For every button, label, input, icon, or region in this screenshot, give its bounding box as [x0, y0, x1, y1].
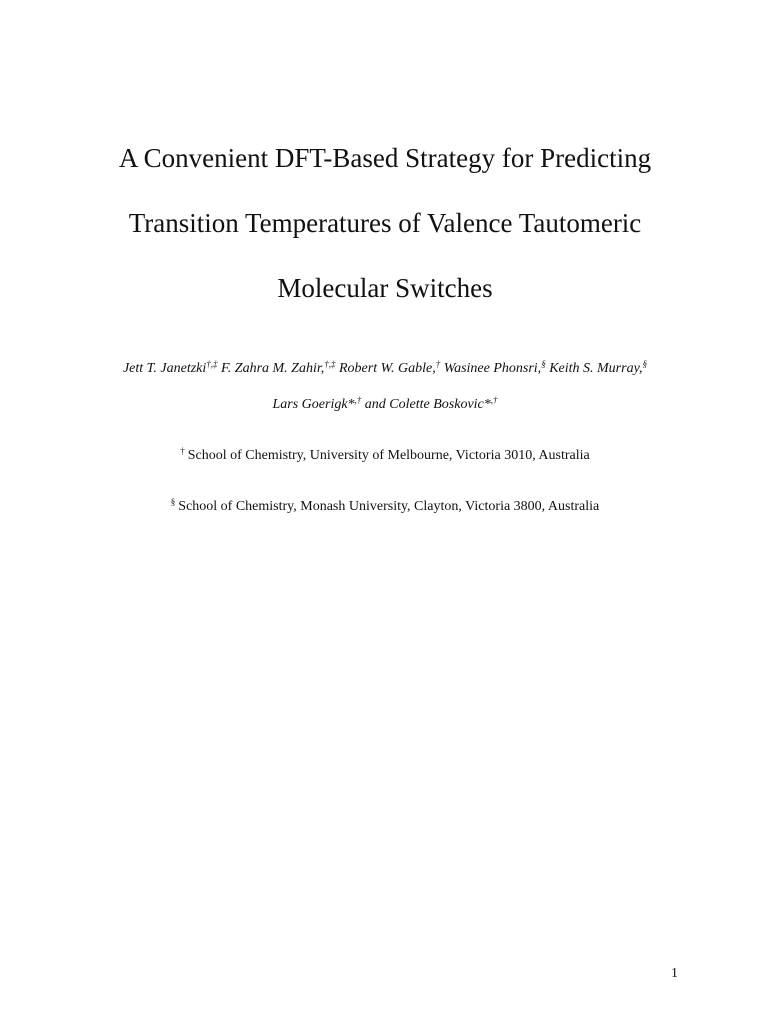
affiliation-text: School of Chemistry, University of Melbourne, Victoria 3010, Australia — [187, 448, 590, 463]
author-name: Robert W. Gable, — [335, 361, 436, 376]
page-number: 1 — [671, 966, 678, 981]
affiliation-monash — [0, 498, 770, 516]
affiliation-mark: † — [180, 446, 185, 456]
author-name: Wasinee Phonsri, — [440, 361, 542, 376]
author-name: and Colette Boskovic* — [361, 397, 491, 412]
author-affiliation-mark: †,‡ — [206, 359, 218, 369]
author-name: Lars Goerigk* — [272, 397, 355, 412]
author-affiliation-mark: †,‡ — [324, 359, 336, 369]
affiliation-text: School of Chemistry, Monash University, Clayton, Victoria 3800, Australia — [178, 499, 600, 514]
title-line-1: A Convenient DFT-Based Strategy for Predicting — [118, 143, 652, 173]
author-name: Keith S. Murray, — [545, 361, 643, 376]
author-name: F. Zahra M. Zahir, — [217, 361, 325, 376]
author-list-line-1 — [0, 360, 770, 378]
author-list-line-2 — [0, 396, 770, 414]
title-line-2: Transition Temperatures of Valence Tautomeric — [128, 208, 642, 238]
author-affiliation-mark: § — [541, 359, 546, 369]
author-affiliation-mark: § — [642, 359, 648, 369]
author-affiliation-mark: ,† — [490, 395, 498, 405]
affiliation-melbourne — [0, 447, 770, 465]
author-affiliation-mark: † — [435, 359, 441, 369]
title-line-3: Molecular Switches — [277, 273, 493, 303]
affiliation-mark: § — [170, 497, 176, 507]
author-affiliation-mark: ,† — [354, 395, 362, 405]
author-name: Jett T. Janetzki — [122, 361, 207, 376]
